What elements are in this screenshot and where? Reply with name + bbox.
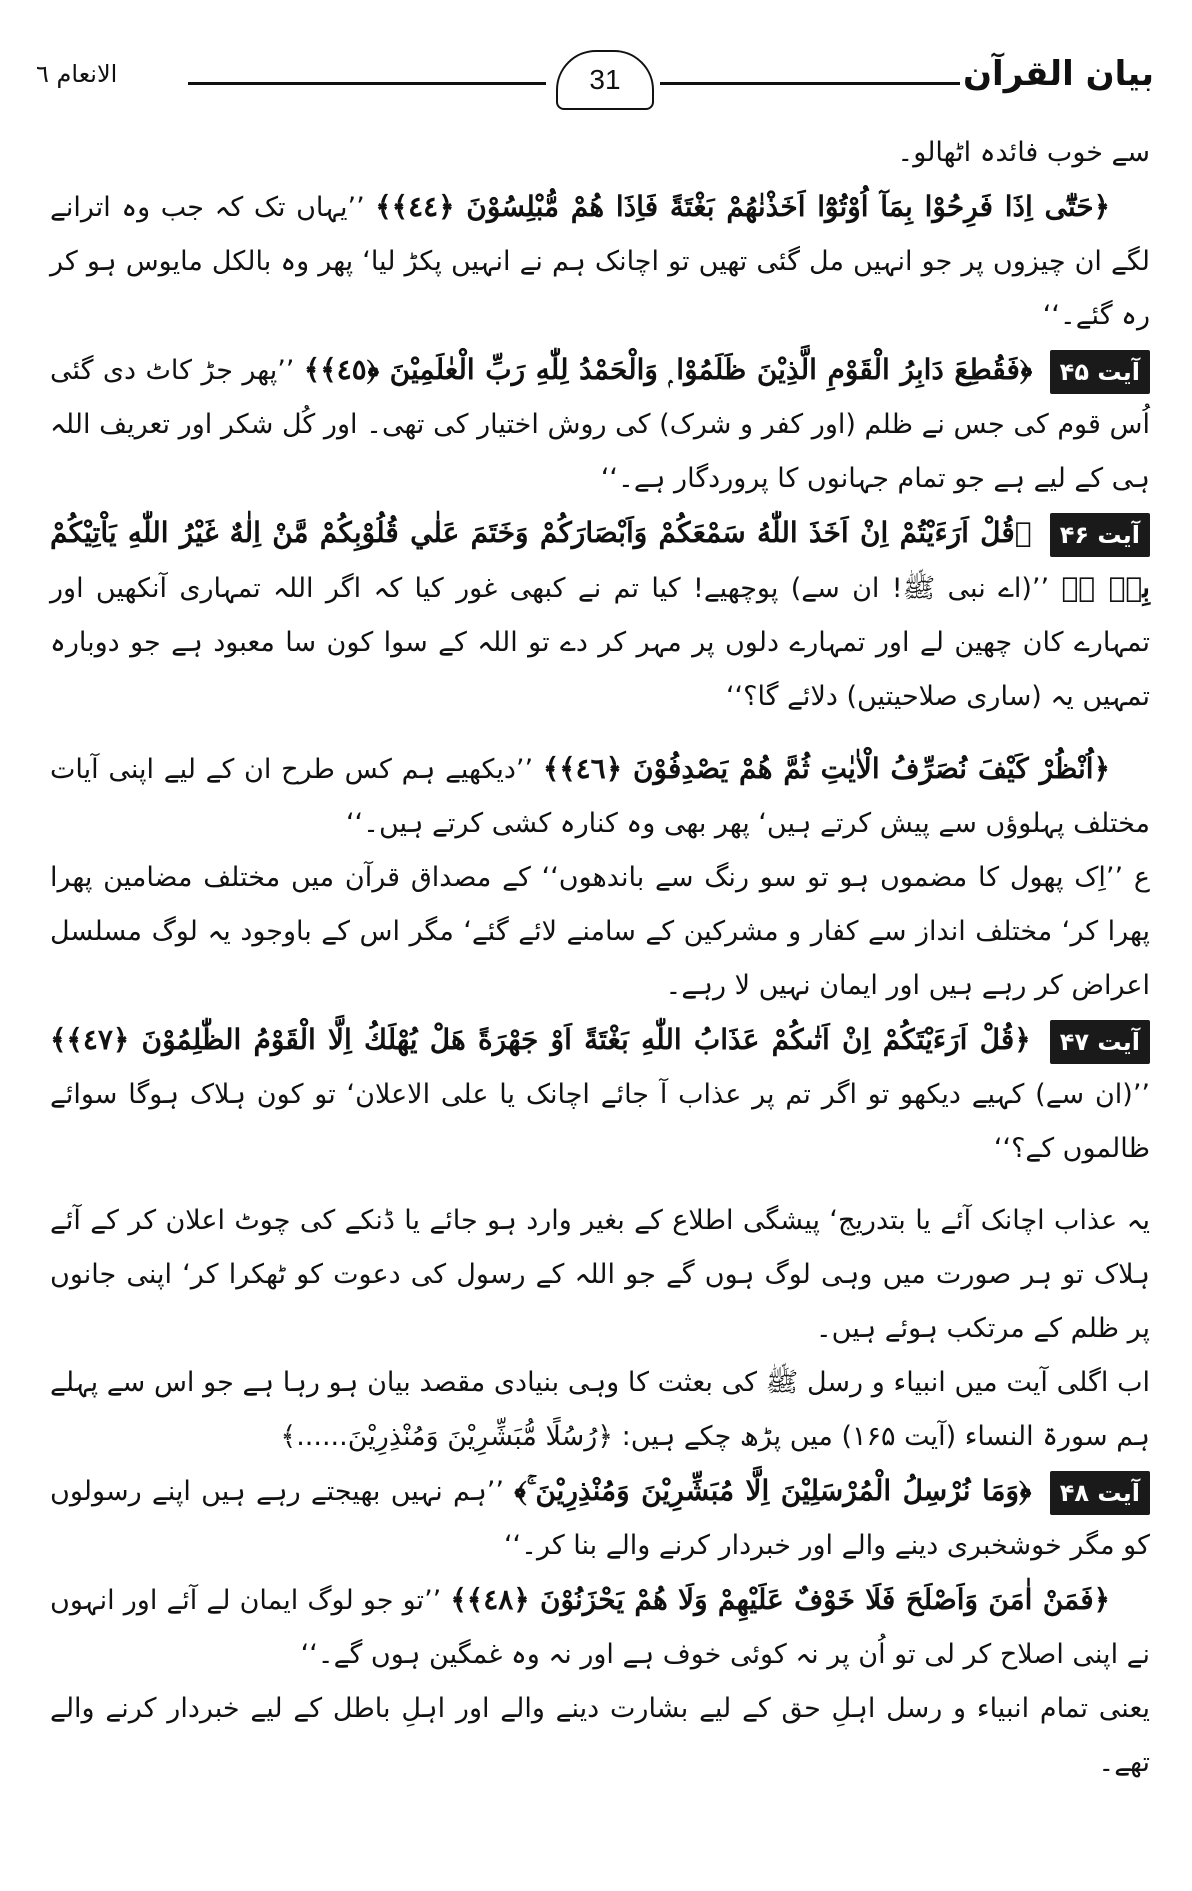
verse-paragraph: [50, 180, 1150, 343]
arabic-verse: ﴿فَقُطِعَ دَابِرُ الْقَوْمِ الَّذِيْنَ ظَلَمُوْا ۭ وَالْحَمْدُ لِلّٰهِ رَبِّ الْعٰلَمِيْنَ ﴿٤٥﴾﴾: [303, 353, 1033, 386]
urdu-translation: ’’دیکھیے ہم کس طرح ان کے لیے اپنی آیات مختلف پہلوؤں سے پیش کرتے ہیں‘ پھر بھی وہ کنارہ کشی کرتے ہیں۔‘‘: [50, 754, 1150, 839]
arabic-verse: ﴿اُنْظُرْ كَيْفَ نُصَرِّفُ الْاٰيٰتِ ثُمَّ هُمْ يَصْدِفُوْنَ ﴿٤٦﴾﴾: [542, 752, 1110, 785]
verse-paragraph: [50, 742, 1150, 851]
ayah-number-badge: آیت ۴۷: [1050, 1020, 1150, 1064]
ayah-number-badge: آیت ۴۸: [1050, 1471, 1150, 1515]
ayah-46-block: [50, 506, 1150, 724]
ayah-number-badge: آیت ۴۶: [1050, 513, 1150, 557]
commentary-paragraph: اب اگلی آیت میں انبیاء و رسل ﷺ کی بعثت کا وہی بنیادی مقصد بیان ہو رہا ہے جو اس سے پہلے ہم سورۃ النساء (آیت ۱۶۵) میں پڑھ چکے ہیں: ﴿رُسُلًا مُّبَشِّرِيْنَ وَمُنْذِرِيْنَ......﴾: [50, 1367, 1150, 1452]
arabic-verse: ﴿قُلْ اَرَءَيْتَكُمْ اِنْ اَتٰىكُمْ عَذَابُ اللّٰهِ بَغْتَةً اَوْ جَهْرَةً هَلْ يُهْلَكُ اِلَّا الْقَوْمُ الظّٰلِمُوْنَ ﴿٤٧﴾﴾: [50, 1023, 1031, 1056]
urdu-translation: ’’(اے نبی ﷺ! ان سے) پوچھیے! کیا تم نے کبھی غور کیا کہ اگر اللہ تمہاری آنکھیں اور تمہارے کان چھین لے اور تمہارے دلوں پر مہر کر دے تو اللہ کے سوا کون سا معبود ہے جو دوبارہ تمہیں یہ (ساری صلاحیتیں) دلائے گا؟‘‘: [50, 573, 1150, 712]
arabic-verse: ﴿قُلْ اَرَءَيْتُمْ اِنْ اَخَذَ اللّٰهُ سَمْعَكُمْ وَاَبْصَارَكُمْ وَخَتَمَ عَلٰي قُلُوْبِكُمْ مَّنْ اِلٰهٌ غَيْرُ اللّٰهِ يَاْتِيْكُمْ بِهٖ ۭ﴾: [50, 516, 1150, 604]
urdu-translation: ’’یہاں تک کہ جب وہ اترانے لگے ان چیزوں پر جو انہیں مل گئی تھیں تو اچانک ہم نے انہیں پکڑ لیا‘ پھر وہ بالکل مایوس ہو کر رہ گئے۔‘‘: [50, 192, 1150, 331]
header-rule-right: [660, 82, 960, 85]
arabic-verse: ﴿وَمَا نُرْسِلُ الْمُرْسَلِيْنَ اِلَّا مُبَشِّرِيْنَ وَمُنْذِرِيْنَ ۚ﴾: [514, 1474, 1032, 1507]
page-body: [50, 126, 1150, 1790]
ayah-number-badge: آیت ۴۵: [1050, 350, 1150, 394]
book-title: بیان القرآن: [963, 54, 1154, 94]
verse-paragraph: [50, 1573, 1150, 1682]
header-rule-left: [188, 82, 546, 85]
urdu-translation: ’’پھر جڑ کاٹ دی گئی اُس قوم کی جس نے ظلم (اور کفر و شرک) کی روش اختیار کی تھی۔ اور کُل شکر اور تعریف اللہ ہی کے لیے ہے جو تمام جہانوں کا پروردگار ہے۔‘‘: [50, 355, 1150, 494]
ayah-48-block: [50, 1464, 1150, 1573]
ayah-45-block: [50, 343, 1150, 506]
surah-name: الانعام ٦: [36, 60, 118, 88]
urdu-translation: ’’تو جو لوگ ایمان لے آئے اور انہوں نے اپنی اصلاح کر لی تو اُن پر نہ کوئی خوف ہے اور نہ وہ غمگین ہوں گے۔‘‘: [50, 1585, 1150, 1670]
arabic-verse: ﴿فَمَنْ اٰمَنَ وَاَصْلَحَ فَلَا خَوْفٌ عَلَيْهِمْ وَلَا هُمْ يَحْزَنُوْنَ ﴿٤٨﴾﴾: [450, 1583, 1110, 1616]
commentary-paragraph: یعنی تمام انبیاء و رسل اہلِ حق کے لیے بشارت دینے والے اور اہلِ باطل کے لیے خبردار کرنے والے تھے۔: [50, 1693, 1150, 1778]
page-number: 31: [556, 50, 654, 110]
arabic-verse: ﴿حَتّٰٓى اِذَا فَرِحُوْا بِمَآ اُوْتُوْٓا اَخَذْنٰهُمْ بَغْتَةً فَاِذَا هُمْ مُّبْلِسُوْنَ ﴿٤٤﴾﴾: [375, 190, 1110, 223]
commentary-paragraph: یہ عذاب اچانک آئے یا بتدریج‘ پیشگی اطلاع کے بغیر وارد ہو جائے یا ڈنکے کی چوٹ اعلان کر کے آئے ہلاک تو ہر صورت میں وہی لوگ ہوں گے جو اللہ کے رسول کی دعوت کو ٹھکرا کر‘ اپنی جانوں پر ظلم کے مرتکب ہوئے ہیں۔: [50, 1205, 1150, 1344]
urdu-translation: ’’(ان سے) کہیے دیکھو تو اگر تم پر عذاب آ جائے اچانک یا علی الاعلان‘ تو کون ہلاک ہوگا سوائے ظالموں کے؟‘‘: [50, 1079, 1150, 1164]
urdu-translation: ’’ہم نہیں بھیجتے رہے ہیں اپنے رسولوں کو مگر خوشخبری دینے والے اور خبردار کرنے والے بنا کر۔‘‘: [50, 1476, 1150, 1561]
ayah-47-block: [50, 1013, 1150, 1176]
page-header: [36, 48, 1154, 108]
paragraph: سے خوب فائدہ اٹھالو۔: [897, 137, 1150, 168]
commentary-paragraph: ع ’’اِک پھول کا مضموں ہو تو سو رنگ سے باندھوں‘‘ کے مصداق قرآن میں مختلف مضامین پھرا پھرا کر‘ مختلف انداز سے کفار و مشرکین کے سامنے لائے گئے‘ مگر اس کے باوجود یہ لوگ مسلسل اعراض کر رہے ہیں اور ایمان نہیں لا رہے۔: [50, 862, 1150, 1001]
